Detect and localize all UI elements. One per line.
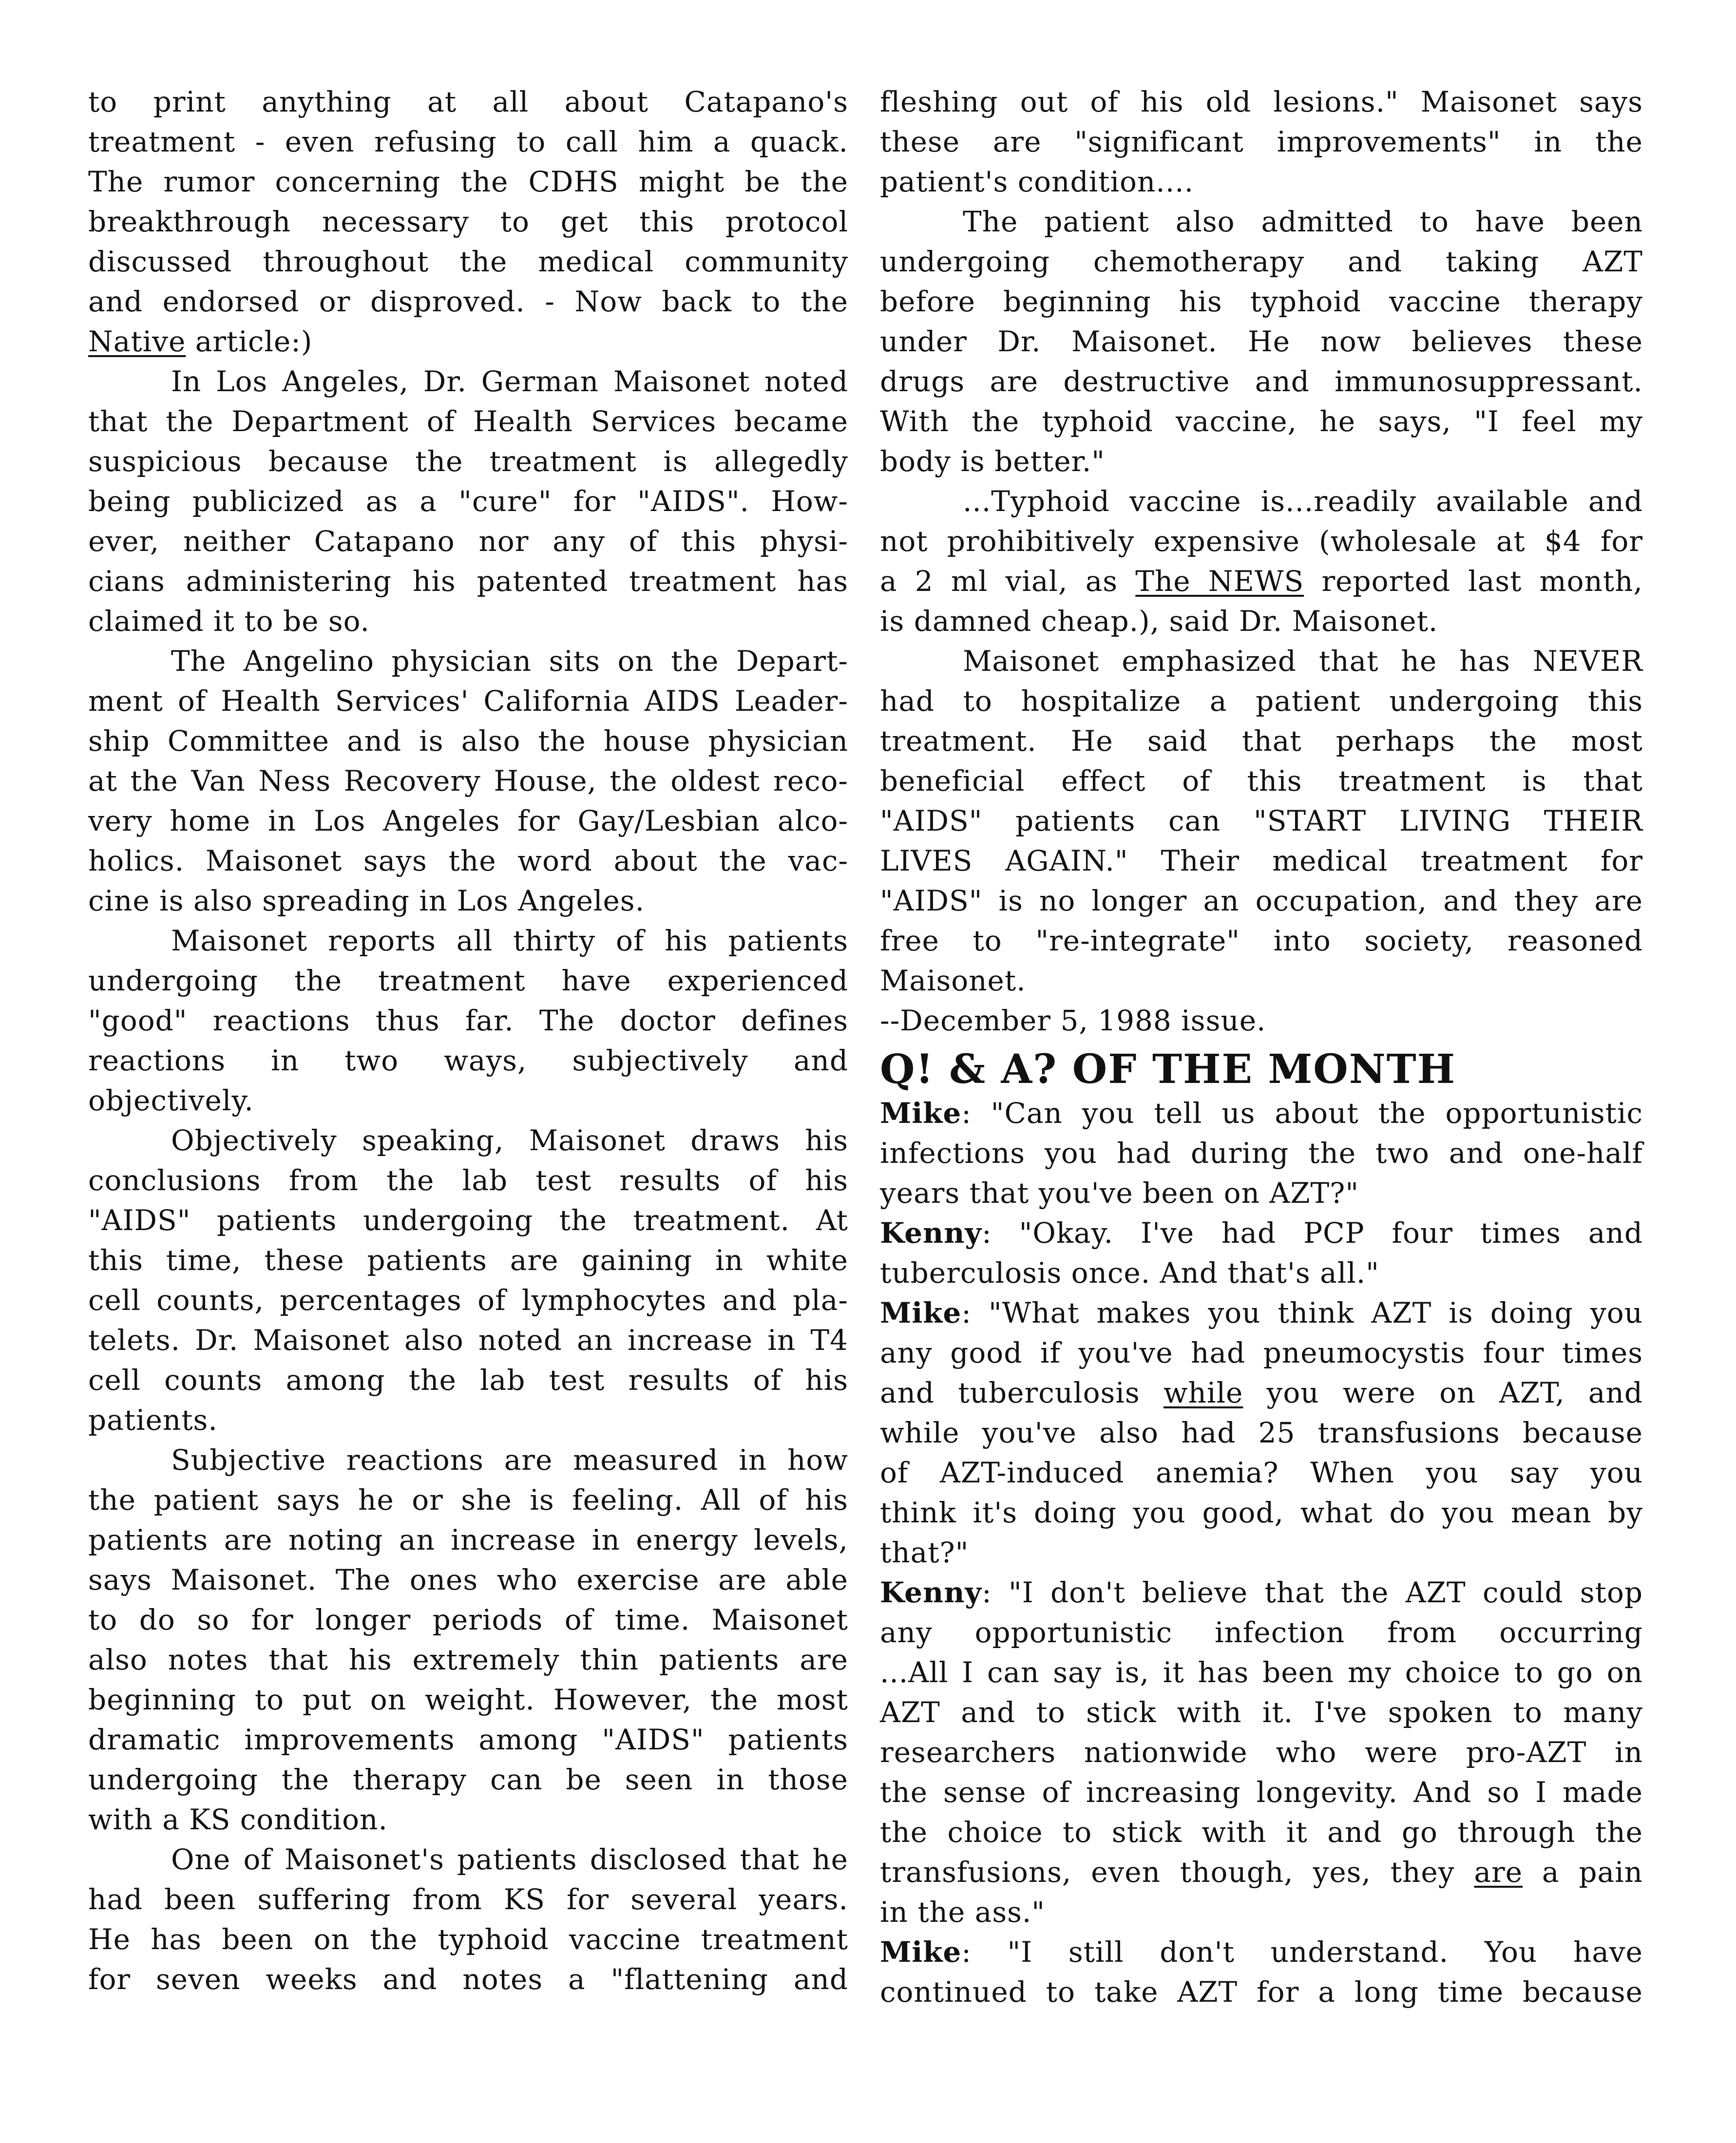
qa-line bbox=[880, 1932, 1643, 1972]
qa-line: tuberculosis once. And that's all." bbox=[880, 1256, 1379, 1290]
text-line: With the typhoid vaccine, he says, "I feel my bbox=[880, 405, 1643, 438]
text-line: cell counts, percentages of lymphocytes and pla- bbox=[88, 1284, 848, 1317]
qa-line bbox=[880, 1293, 1643, 1333]
text-span: : "What makes you think AZT is doing you bbox=[961, 1296, 1643, 1329]
text-line: patients are noting an increase in energy levels, bbox=[88, 1523, 848, 1556]
text-span: reported last month, bbox=[1304, 565, 1643, 598]
speaker-name: Mike bbox=[880, 1097, 962, 1130]
text-line: body is better." bbox=[880, 445, 1105, 478]
text-span: a pain bbox=[1523, 1856, 1643, 1889]
text-line: discussed throughout the medical community bbox=[88, 245, 848, 278]
text-line: undergoing the therapy can be seen in those bbox=[88, 1763, 848, 1796]
paragraph-start-line: One of Maisonet's patients disclosed that he bbox=[171, 1843, 848, 1876]
text-span: a 2 ml vial, as bbox=[880, 565, 1136, 598]
qa-line: years that you've been on AZT?" bbox=[880, 1176, 1359, 1210]
text-line: ever, neither Catapano nor any of this physi- bbox=[88, 525, 848, 558]
qa-line: while you've also had 25 transfusions because bbox=[880, 1416, 1643, 1449]
qa-line bbox=[880, 1373, 1643, 1413]
qa-line: in the ass." bbox=[880, 1896, 1045, 1929]
paragraph-start-line: The Angelino physician sits on the Depart- bbox=[171, 645, 848, 678]
the-news-title-underlined: The NEWS bbox=[1135, 565, 1304, 598]
text-line bbox=[880, 561, 1643, 601]
text-line: free to "re-integrate" into society, reasoned bbox=[880, 924, 1643, 957]
text-span: and tuberculosis bbox=[880, 1376, 1164, 1409]
paragraph-start-line: Subjective reactions are measured in how bbox=[171, 1443, 848, 1477]
text-line: The rumor concerning the CDHS might be the bbox=[88, 165, 848, 198]
qa-line: continued to take AZT for a long time because bbox=[880, 1975, 1643, 2009]
issue-date-line: --December 5, 1988 issue. bbox=[880, 1004, 1266, 1037]
qa-line bbox=[880, 1213, 1643, 1253]
text-line: had to hospitalize a patient undergoing this bbox=[880, 684, 1643, 718]
text-line: patient's condition.... bbox=[880, 165, 1194, 198]
text-line: ment of Health Services' California AIDS Leader- bbox=[88, 684, 848, 718]
emphasis-underlined: while bbox=[1163, 1376, 1243, 1409]
text-line: claimed it to be so. bbox=[88, 605, 370, 638]
text-line bbox=[88, 322, 848, 361]
text-line: these are "significant improvements" in the bbox=[880, 125, 1643, 158]
text-line: holics. Maisonet says the word about the vac- bbox=[88, 844, 848, 877]
text-line: beneficial effect of this treatment is that bbox=[880, 764, 1643, 797]
text-line: suspicious because the treatment is allegedly bbox=[88, 445, 848, 478]
text-line: "good" reactions thus far. The doctor defines bbox=[88, 1004, 848, 1037]
text-line: reactions in two ways, subjectively and bbox=[88, 1044, 848, 1077]
paragraph-start-line: The patient also admitted to have been bbox=[963, 205, 1643, 238]
qa-line: any opportunistic infection from occurring bbox=[880, 1616, 1643, 1649]
text-line: this time, these patients are gaining in white bbox=[88, 1244, 848, 1277]
text-span: : "Can you tell us about the opportunistic bbox=[961, 1097, 1643, 1130]
paragraph-start-line: ...Typhoid vaccine is...readily available and bbox=[963, 485, 1643, 518]
paragraph-start-line: Maisonet reports all thirty of his patients bbox=[171, 924, 848, 957]
paragraph-start-line: In Los Angeles, Dr. German Maisonet noted bbox=[171, 365, 848, 398]
qa-line: ...All I can say is, it has been my choice to go on bbox=[880, 1656, 1643, 1689]
text-span: : "I don't believe that the AZT could stop bbox=[982, 1576, 1643, 1609]
text-line: "AIDS" patients can "START LIVING THEIR bbox=[880, 804, 1643, 837]
qa-line: the choice to stick with it and go through the bbox=[880, 1816, 1643, 1849]
text-line: cine is also spreading in Los Angeles. bbox=[88, 884, 645, 917]
text-span: : "I still don't understand. You have bbox=[961, 1935, 1643, 1969]
text-span: transfusions, even though, yes, they bbox=[880, 1856, 1474, 1889]
qa-line: AZT and to stick with it. I've spoken to many bbox=[880, 1696, 1643, 1729]
text-line: cians administering his patented treatment has bbox=[88, 565, 848, 598]
text-line: dramatic improvements among "AIDS" patients bbox=[88, 1723, 848, 1756]
speaker-name: Kenny bbox=[880, 1216, 982, 1250]
text-line: to print anything at all about Catapano's bbox=[88, 85, 848, 118]
text-span: article:) bbox=[186, 325, 313, 358]
text-line: had been suffering from KS for several years. bbox=[88, 1883, 848, 1916]
text-line: and endorsed or disproved. - Now back to the bbox=[88, 285, 848, 318]
text-line: to do so for longer periods of time. Maisonet bbox=[88, 1603, 848, 1636]
text-line: He has been on the typhoid vaccine treatment bbox=[88, 1923, 848, 1956]
qa-line: researchers nationwide who were pro-AZT in bbox=[880, 1736, 1643, 1769]
text-span: : "Okay. I've had PCP four times and bbox=[982, 1216, 1643, 1250]
emphasis-underlined: are bbox=[1474, 1856, 1523, 1889]
text-line: treatment - even refusing to call him a quack. bbox=[88, 125, 848, 158]
qa-line: think it's doing you good, what do you mean by bbox=[880, 1496, 1643, 1529]
text-line: the patient says he or she is feeling. All of his bbox=[88, 1483, 848, 1517]
text-span: you were on AZT, and bbox=[1243, 1376, 1643, 1409]
text-line: LIVES AGAIN." Their medical treatment for bbox=[880, 844, 1643, 877]
text-line: also notes that his extremely thin patients are bbox=[88, 1643, 848, 1676]
text-line: for seven weeks and notes a "flattening and bbox=[88, 1963, 848, 1996]
text-line: Maisonet. bbox=[880, 964, 1026, 997]
text-line: that the Department of Health Services became bbox=[88, 405, 848, 438]
text-line: "AIDS" is no longer an occupation, and they are bbox=[880, 884, 1643, 917]
text-line: drugs are destructive and immunosuppressant. bbox=[880, 365, 1643, 398]
text-line: beginning to put on weight. However, the most bbox=[88, 1683, 848, 1716]
text-line: with a KS condition. bbox=[88, 1803, 388, 1836]
paragraph-start-line: Objectively speaking, Maisonet draws his bbox=[171, 1124, 848, 1157]
text-line: not prohibitively expensive (wholesale at $4 for bbox=[880, 525, 1643, 558]
qa-line: that?" bbox=[880, 1536, 969, 1569]
right-column bbox=[880, 82, 1643, 2012]
qa-line bbox=[880, 1573, 1643, 1612]
native-title-underlined: Native bbox=[88, 325, 186, 358]
text-line: undergoing chemotherapy and taking AZT bbox=[880, 245, 1643, 278]
text-line: says Maisonet. The ones who exercise are able bbox=[88, 1563, 848, 1596]
text-line: under Dr. Maisonet. He now believes these bbox=[880, 325, 1643, 358]
text-line: treatment. He said that perhaps the most bbox=[880, 724, 1643, 758]
text-line: undergoing the treatment have experienced bbox=[88, 964, 848, 997]
text-line: objectively. bbox=[88, 1084, 254, 1117]
qa-line: of AZT-induced anemia? When you say you bbox=[880, 1456, 1643, 1489]
qa-line bbox=[880, 1093, 1643, 1133]
text-line: before beginning his typhoid vaccine therapy bbox=[880, 285, 1643, 318]
text-line: "AIDS" patients undergoing the treatment. At bbox=[88, 1204, 848, 1237]
text-line: ship Committee and is also the house physician bbox=[88, 724, 848, 758]
qa-line: infections you had during the two and one-half bbox=[880, 1137, 1643, 1170]
qa-section-heading: Q! & A? OF THE MONTH bbox=[880, 1046, 1456, 1093]
text-line: is damned cheap.), said Dr. Maisonet. bbox=[880, 605, 1438, 638]
text-line: conclusions from the lab test results of his bbox=[88, 1164, 848, 1197]
text-line: fleshing out of his old lesions." Maisonet says bbox=[880, 85, 1643, 118]
qa-line: the sense of increasing longevity. And so I made bbox=[880, 1776, 1643, 1809]
text-line: being publicized as a "cure" for "AIDS". How- bbox=[88, 485, 848, 518]
qa-line: any good if you've had pneumocystis four times bbox=[880, 1336, 1643, 1369]
speaker-name: Mike bbox=[880, 1296, 962, 1329]
text-line: at the Van Ness Recovery House, the oldest reco- bbox=[88, 764, 848, 797]
text-line: patients. bbox=[88, 1403, 218, 1437]
speaker-name: Kenny bbox=[880, 1576, 982, 1609]
text-line: very home in Los Angeles for Gay/Lesbian alco- bbox=[88, 804, 848, 837]
left-column bbox=[88, 82, 848, 1999]
text-line: telets. Dr. Maisonet also noted an increase in T4 bbox=[88, 1324, 848, 1357]
speaker-name: Mike bbox=[880, 1935, 962, 1969]
text-line: cell counts among the lab test results of his bbox=[88, 1364, 848, 1397]
qa-line bbox=[880, 1852, 1643, 1892]
text-line: breakthrough necessary to get this protocol bbox=[88, 205, 848, 238]
paragraph-start-line: Maisonet emphasized that he has NEVER bbox=[963, 645, 1643, 678]
